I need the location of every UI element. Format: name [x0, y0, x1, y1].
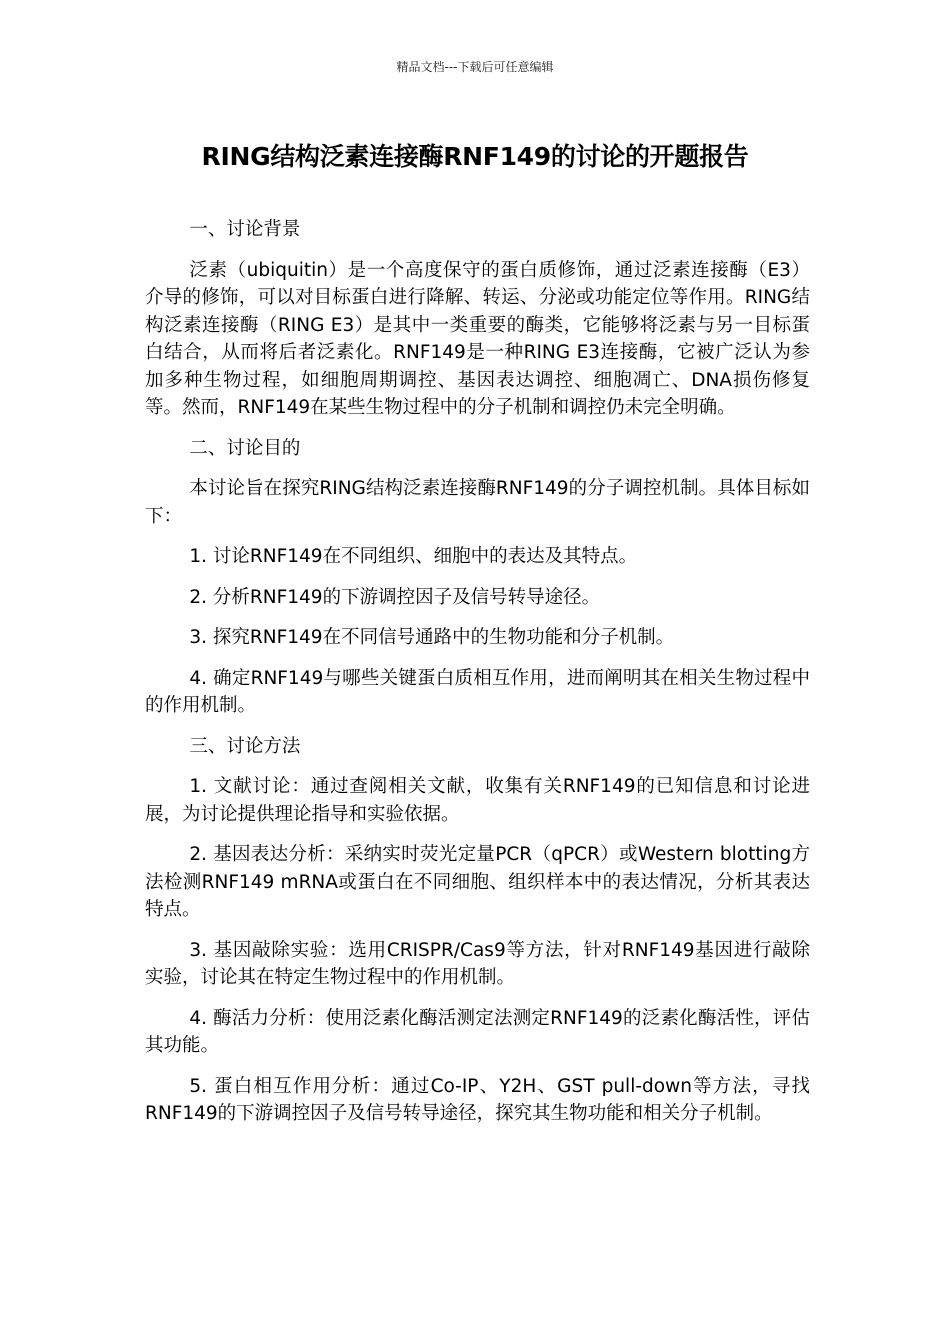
purpose-item-2: 2. 分析RNF149的下游调控因子及信号转导途径。	[189, 586, 601, 608]
method-item-3: 3. 基因敲除实验：选用CRISPR/Cas9等方法，针对RNF149基因进行敲除实验，讨论其在特定生物过程中的作用机制。	[145, 939, 810, 988]
method-item-1: 1. 文献讨论：通过查阅相关文献，收集有关RNF149的已知信息和讨论进展，为讨论提供理论指导和实验依据。	[145, 776, 810, 825]
method-item-4: 4. 酶活力分析：使用泛素化酶活测定法测定RNF149的泛素化酶活性，评估其功能。	[145, 1007, 810, 1056]
document-title: RING结构泛素连接酶RNF149的讨论的开题报告	[201, 142, 749, 171]
purpose-item-4: 4. 确定RNF149与哪些关键蛋白质相互作用，进而阐明其在相关生物过程中的作用机制。	[145, 667, 810, 716]
section-heading-methods: 三、讨论方法	[189, 735, 301, 757]
method-item-5: 5. 蛋白相互作用分析：通过Co-IP、Y2H、GST pull-down等方法，寻找RNF149的下游调控因子及信号转导途径，探究其生物功能和相关分子机制。	[145, 1075, 810, 1124]
background-paragraph: 泛素（ubiquitin）是一个高度保守的蛋白质修饰，通过泛素连接酶（E3）介导的修饰，可以对目标蛋白进行降解、转运、分泌或功能定位等作用。RING结构泛素连接酶（RING E3）是其中一类重要的酶类，它能够将泛素与另一目标蛋白结合，从而将后者泛素化。RNF149是一种RING E3连接酶，它被广泛认为参加多种生物过程，如细胞周期调控、基因表达调控、细胞凋亡、DNA损伤修复等。然而，RNF149在某些生物过程中的分子机制和调控仍未完全明确。	[145, 259, 810, 418]
purpose-item-1: 1. 讨论RNF149在不同组织、细胞中的表达及其特点。	[189, 546, 638, 567]
purpose-intro-paragraph: 本讨论旨在探究RING结构泛素连接酶RNF149的分子调控机制。具体目标如下：	[145, 478, 810, 527]
section-heading-background: 一、讨论背景	[189, 219, 301, 240]
method-item-2: 2. 基因表达分析：采纳实时荧光定量PCR（qPCR）或Western blotting方法检测RNF149 mRNA或蛋白在不同细胞、组织样本中的表达情况，分析其表达特点。	[145, 844, 810, 920]
section-heading-purpose: 二、讨论目的	[189, 437, 301, 459]
purpose-item-3: 3. 探究RNF149在不同信号通路中的生物功能和分子机制。	[189, 627, 675, 648]
header-note: 精品文档---下载后可任意编辑	[396, 60, 554, 74]
document-body	[145, 216, 810, 1141]
